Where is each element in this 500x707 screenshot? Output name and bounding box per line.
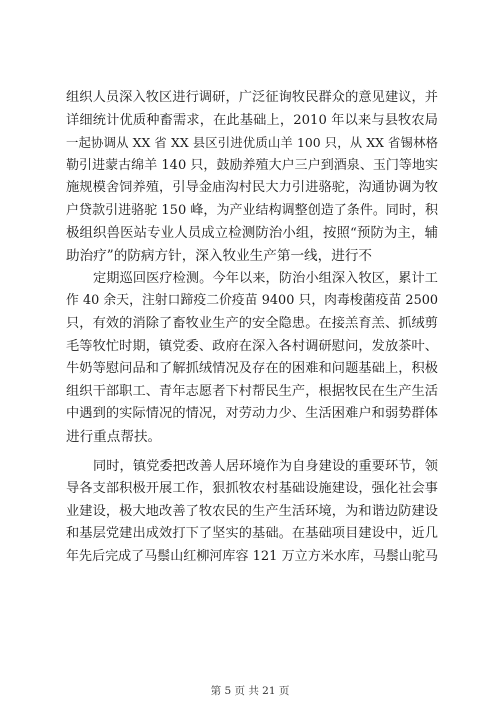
text-line: 施规模舍饲养殖，引导金庙沟村民大力引进骆驼，沟通协调为牧 (66, 180, 438, 196)
text-line: 作 40 余天，注射口蹄疫二价疫苗 9400 只，肉毒梭菌疫苗 2500 (66, 293, 438, 309)
text-line: 进行重点帮扶。 (66, 428, 162, 445)
text-line: 牛奶等慰问品和了解抓绒情况及存在的困难和问题基础上，积极 (66, 361, 438, 377)
text-line: 毛等牧忙时期，镇党委、政府在深入各村调研慰问，发放茶叶、 (66, 338, 438, 354)
text-line: 组织干部职工、青年志愿者下村帮民生产，根据牧民在生产生活 (66, 383, 438, 399)
paragraph-1 (66, 87, 438, 568)
text-line: 详细统计优质种畜需求，在此基础上，2010 年以来与县牧农局 (66, 112, 438, 128)
text-line: 助治疗”的防病方针，深入牧业生产第一线，进行不 (66, 248, 373, 265)
text-line: 业建设，极大地改善了牧农民的生产生活环境，为和谐边防建设 (66, 503, 438, 519)
text-line: 同时，镇党委把改善人居环境作为自身建设的重要环节，领 (93, 458, 438, 474)
text-line: 勒引进蒙古绵羊 140 只，鼓励养殖大户三户到酒泉、玉门等地实 (66, 157, 438, 173)
page-footer: 第 5 页 共 21 页 (210, 685, 290, 697)
text-line: 定期巡回医疗检测。今年以来，防治小组深入牧区，累计工 (93, 270, 438, 286)
text-line: 只，有效的消除了畜牧业生产的安全隐患。在接羔育羔、抓绒剪 (66, 315, 438, 331)
text-line: 中遇到的实际情况的情况，对劳动力少、生活困难户和弱势群体 (66, 406, 438, 422)
text-line: 组织人员深入牧区进行调研，广泛征询牧民群众的意见建议，并 (66, 90, 438, 105)
text-line: 导各支部积极开展工作，狠抓牧农村基础设施建设，强化社会事 (66, 481, 438, 497)
text-line: 极组织兽医站专业人员成立检测防治小组，按照“预防为主，辅 (66, 225, 438, 241)
text-line: 一起协调从 XX 省 XX 县区引进优质山羊 100 只，从 XX 省锡林格 (66, 135, 438, 151)
text-line: 户贷款引进骆驼 150 峰，为产业结构调整创造了条件。同时，积 (66, 202, 438, 218)
text-line: 和基层党建出成效打下了坚实的基础。在基础项目建设中，近几 (66, 526, 438, 542)
text-line: 年先后完成了马鬃山红柳河库容 121 万立方米水库，马鬃山驼马 (66, 548, 438, 564)
